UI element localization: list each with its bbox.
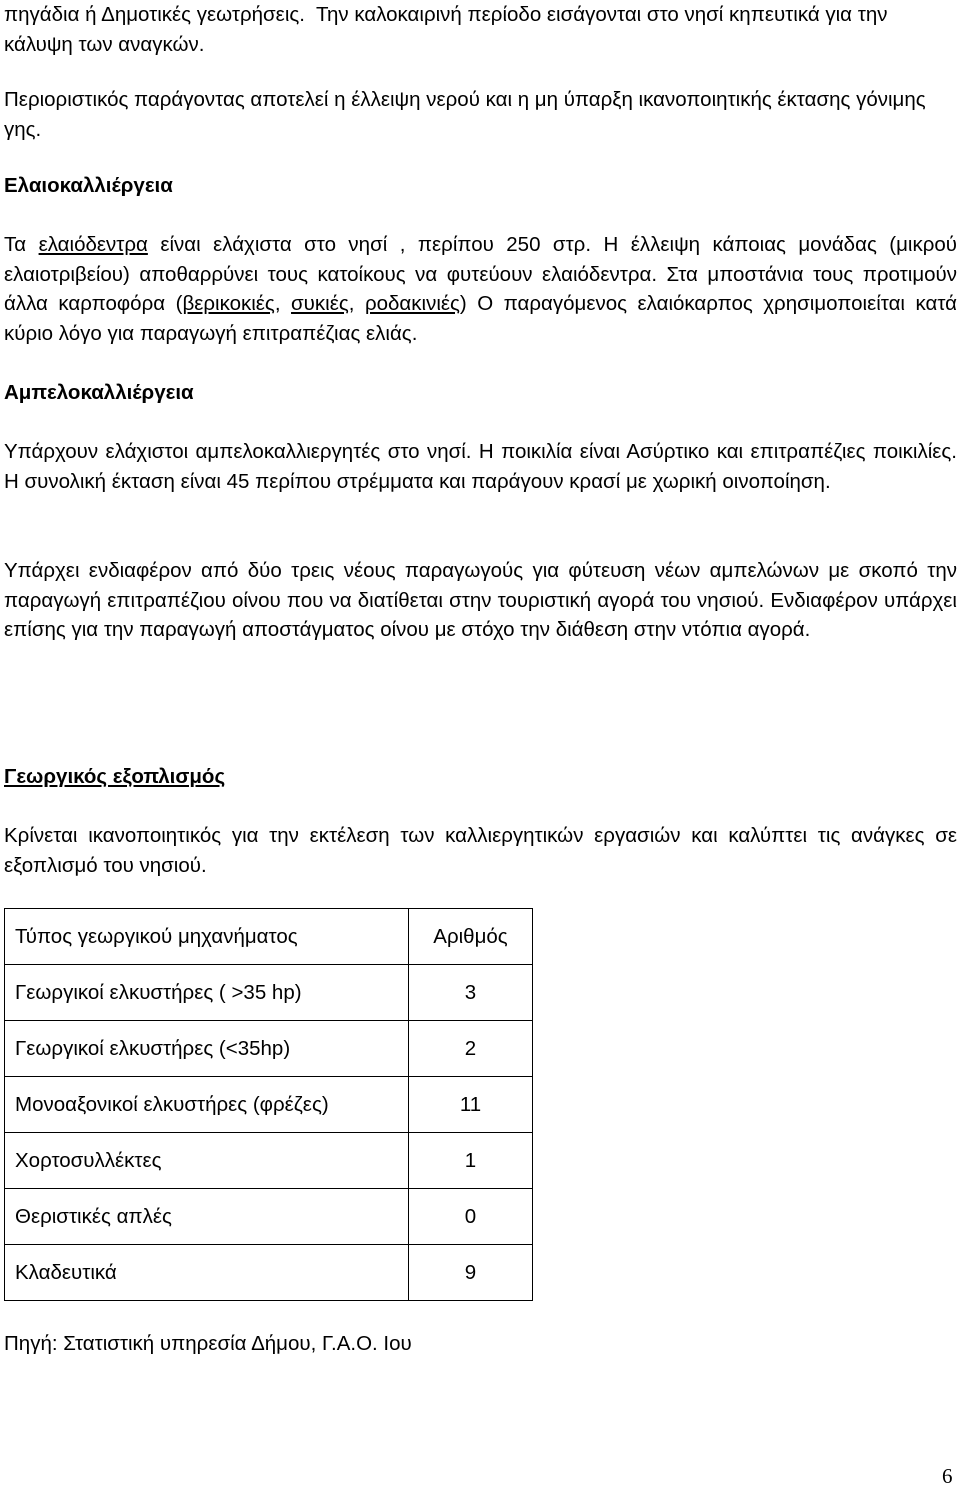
olive-text-2: είναι ελάχιστα στο νησί , περίπου 250 στρ. Η έλλειψη κάποιας μονάδας (μικρού ελαιοτριβείου) αποθαρρύνει τους κατοίκους να φυτεύουν ελαιόδεντρα. Στα μποστάνια τους προτιμούν άλλα καρποφόρα ( bbox=[4, 233, 957, 315]
page-number: 6 bbox=[942, 1464, 953, 1488]
paragraph-olive-cultivation: Τα ελαιόδεντρα είναι ελάχιστα στο νησί , περίπου 250 στρ. Η έλλειψη κάποιας μονάδας (μικρού ελαιοτριβείου) αποθαρρύνει τους κατοίκους να φυτεύουν ελαιόδεντρα. Στα μποστάνια τους προτιμούν άλλα καρποφόρα (βερικοκιές, συκιές, ροδακινιές) Ο παραγόμενος ελαιόκαρπος χρησιμοποιείται κατά κύριο λόγο για παραγωγή επιτραπέζιας ελιάς. bbox=[4, 233, 957, 345]
table-row bbox=[5, 1245, 533, 1301]
cell-count: 11 bbox=[409, 1077, 533, 1133]
heading-olive-cultivation: Ελαιοκαλλιέργεια bbox=[4, 174, 173, 197]
paragraph-limiting-factors: Περιοριστικός παράγοντας αποτελεί η έλλειψη νερού και η μη ύπαρξη ικανοποιητικής έκτασης γόνιμης γης. bbox=[4, 88, 926, 141]
link-peach-trees[interactable]: ροδακινιές bbox=[364, 292, 460, 315]
link-fig-trees[interactable]: συκιές bbox=[291, 292, 349, 315]
cell-machine-type: Μονοαξονικοί ελκυστήρες (φρέζες) bbox=[5, 1077, 409, 1133]
olive-text-1: Τα bbox=[4, 233, 27, 256]
cell-count: 0 bbox=[409, 1189, 533, 1245]
cell-machine-type: Γεωργικοί ελκυστήρες ( >35 hp) bbox=[5, 965, 409, 1021]
olive-text-3: ) Ο παραγόμενος ελαιόκαρπος χρησιμοποιείται κατά κύριο λόγο για παραγωγή επιτραπέζιας ελιάς. bbox=[4, 292, 957, 345]
cell-count: 1 bbox=[409, 1133, 533, 1189]
heading-agricultural-equipment: Γεωργικός εξοπλισμός bbox=[4, 765, 226, 788]
heading-vine-cultivation: Αμπελοκαλλιέργεια bbox=[4, 381, 194, 404]
header-count: Αριθμός bbox=[409, 909, 533, 965]
link-apricot-trees[interactable]: βερικοκιές bbox=[182, 292, 275, 315]
paragraph-vine-interest: Υπάρχει ενδιαφέρον από δύο τρεις νέους παραγωγούς για φύτευση νέων αμπελώνων με σκοπό την παραγωγή επιτραπέζιου οίνου που να διατίθεται στην τουριστική αγορά του νησιού. Ενδιαφέρον υπάρχει επίσης για την παραγωγή αποστάγματος οίνου με στόχο την διάθεση στην ντόπια αγορά. bbox=[4, 559, 957, 641]
table-row bbox=[5, 1077, 533, 1133]
paragraph-equipment-adequacy: Κρίνεται ικανοποιητικός για την εκτέλεση των καλλιεργητικών εργασιών και καλύπτει τις ανάγκες σε εξοπλισμό του νησιού. bbox=[4, 824, 957, 877]
header-machine-type: Τύπος γεωργικού μηχανήματος bbox=[5, 909, 409, 965]
cell-machine-type: Χορτοσυλλέκτες bbox=[5, 1133, 409, 1189]
table-row bbox=[5, 1021, 533, 1077]
table-row bbox=[5, 965, 533, 1021]
cell-machine-type: Κλαδευτικά bbox=[5, 1245, 409, 1301]
table-row bbox=[5, 1189, 533, 1245]
source-note: Πηγή: Στατιστική υπηρεσία Δήμου, Γ.Α.Ο. Ιου bbox=[4, 1332, 412, 1355]
equipment-table bbox=[4, 908, 533, 1301]
text-water-sources: πηγάδια ή Δημοτικές γεωτρήσεις. bbox=[4, 3, 305, 26]
cell-machine-type: Θεριστικές απλές bbox=[5, 1189, 409, 1245]
cell-count: 9 bbox=[409, 1245, 533, 1301]
paragraph-water-sources bbox=[4, 0, 957, 59]
paragraph-vine-growers: Υπάρχουν ελάχιστοι αμπελοκαλλιεργητές στο νησί. Η ποικιλία είναι Ασύρτικο και επιτραπέζιες ποικιλίες. Η συνολική έκταση είναι 45 περίπου στρέμματα και παράγουν κρασί με χωρική οινοποίηση. bbox=[4, 440, 957, 493]
link-olive-trees[interactable]: ελαιόδεντρα bbox=[38, 233, 148, 256]
table-row bbox=[5, 1133, 533, 1189]
cell-count: 3 bbox=[409, 965, 533, 1021]
text-summer-imports: Την καλοκαιρινή περίοδο εισάγονται στο νησί κηπευτικά για την κάλυψη των αναγκών. bbox=[4, 3, 888, 56]
cell-count: 2 bbox=[409, 1021, 533, 1077]
table-header-row bbox=[5, 909, 533, 965]
cell-machine-type: Γεωργικοί ελκυστήρες (<35hp) bbox=[5, 1021, 409, 1077]
